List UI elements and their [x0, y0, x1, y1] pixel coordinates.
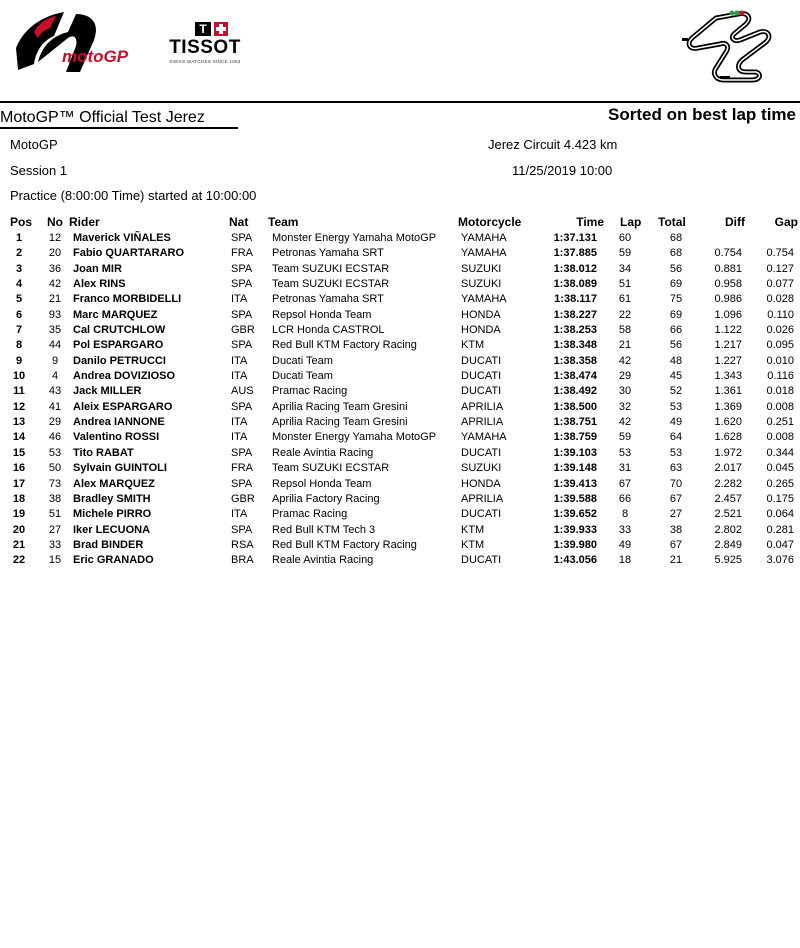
nationality: FRA	[231, 247, 253, 260]
table-row	[0, 461, 800, 476]
table-row	[0, 430, 800, 445]
rider-number: 21	[48, 293, 62, 306]
nationality: AUS	[231, 385, 254, 398]
rider-name: Valentino ROSSI	[73, 431, 160, 444]
diff-to-leader: 1.361	[714, 385, 742, 398]
total-laps: 45	[669, 370, 683, 383]
gap-to-previous: 0.077	[766, 278, 794, 291]
rider-name: Danilo PETRUCCI	[73, 354, 166, 367]
table-row	[0, 354, 800, 369]
best-lap-number: 66	[618, 492, 632, 505]
motorcycle: DUCATI	[461, 370, 502, 383]
col-header-total: Total	[658, 215, 686, 229]
nationality: ITA	[231, 416, 248, 429]
best-lap-time: 1:38.253	[553, 324, 597, 337]
motorcycle: YAMAHA	[461, 431, 507, 444]
position: 4	[15, 278, 23, 291]
table-header	[0, 214, 800, 231]
best-lap-number: 59	[618, 431, 632, 444]
total-laps: 21	[669, 554, 683, 567]
diff-to-leader: 1.628	[714, 431, 742, 444]
rider-name: Andrea DOVIZIOSO	[73, 370, 176, 383]
position: 14	[12, 431, 26, 444]
table-row	[0, 492, 800, 507]
rider-number: 41	[48, 400, 62, 413]
best-lap-number: 8	[621, 508, 629, 521]
motorcycle: SUZUKI	[461, 462, 502, 475]
team-name: Red Bull KTM Factory Racing	[272, 538, 417, 551]
team-name: Ducati Team	[272, 370, 333, 383]
diff-to-leader: 0.754	[714, 247, 742, 260]
best-lap-number: 51	[618, 278, 632, 291]
position: 17	[12, 477, 26, 490]
total-laps: 67	[669, 492, 683, 505]
best-lap-number: 58	[618, 324, 632, 337]
table-row	[0, 262, 800, 277]
page-title: MotoGP™ Official Test Jerez	[0, 109, 205, 126]
table-row	[0, 477, 800, 492]
table-row	[0, 308, 800, 323]
gap-to-previous: 0.045	[766, 462, 794, 475]
position: 2	[15, 247, 23, 260]
best-lap-number: 42	[618, 416, 632, 429]
team-name: Repsol Honda Team	[272, 477, 372, 490]
rider-name: Eric GRANADO	[73, 554, 154, 567]
nationality: GBR	[231, 492, 255, 505]
best-lap-number: 32	[618, 400, 632, 413]
rider-name: Tito RABAT	[73, 446, 134, 459]
practice-info: Practice (8:00:00 Time) started at 10:00:00	[10, 188, 257, 203]
best-lap-time: 1:37.885	[553, 247, 597, 260]
motorcycle: DUCATI	[461, 554, 502, 567]
position: 8	[15, 339, 23, 352]
best-lap-number: 18	[618, 554, 632, 567]
motorcycle: DUCATI	[461, 508, 502, 521]
motorcycle: KTM	[461, 339, 485, 352]
nationality: ITA	[231, 370, 248, 383]
rider-name: Cal CRUTCHLOW	[73, 324, 166, 337]
diff-to-leader: 1.096	[714, 308, 742, 321]
best-lap-time: 1:39.148	[553, 462, 597, 475]
gap-to-previous: 0.281	[766, 523, 794, 536]
position: 7	[15, 324, 23, 337]
nationality: SPA	[231, 308, 253, 321]
position: 1	[15, 232, 23, 244]
rider-number: 93	[48, 308, 62, 321]
best-lap-number: 33	[618, 523, 632, 536]
motorcycle: YAMAHA	[461, 247, 507, 260]
gap-to-previous: 0.018	[766, 385, 794, 398]
table-row	[0, 323, 800, 338]
diff-to-leader: 1.343	[714, 370, 742, 383]
title-underline	[0, 127, 238, 129]
rider-number: 35	[48, 324, 62, 337]
position: 20	[12, 523, 26, 536]
best-lap-time: 1:39.980	[553, 538, 597, 551]
best-lap-time: 1:39.103	[553, 446, 597, 459]
total-laps: 66	[669, 324, 683, 337]
total-laps: 56	[669, 339, 683, 352]
rider-name: Pol ESPARGARO	[73, 339, 164, 352]
best-lap-number: 42	[618, 354, 632, 367]
team-name: LCR Honda CASTROL	[272, 324, 385, 337]
nationality: SPA	[231, 477, 253, 490]
position: 13	[12, 416, 26, 429]
team-name: Ducati Team	[272, 354, 333, 367]
diff-to-leader: 1.122	[714, 324, 742, 337]
team-name: Aprilia Factory Racing	[272, 492, 380, 505]
diff-to-leader: 2.521	[714, 508, 742, 521]
col-header-motorcycle: Motorcycle	[458, 215, 522, 229]
team-name: Monster Energy Yamaha MotoGP	[272, 431, 437, 444]
nationality: SPA	[231, 523, 253, 536]
team-name: Aprilia Racing Team Gresini	[272, 400, 408, 413]
best-lap-time: 1:39.588	[553, 492, 597, 505]
best-lap-number: 31	[618, 462, 632, 475]
total-laps: 69	[669, 278, 683, 291]
gap-to-previous: 0.754	[766, 247, 794, 260]
motorcycle: APRILIA	[461, 400, 504, 413]
best-lap-time: 1:39.933	[553, 523, 597, 536]
nationality: SPA	[231, 446, 253, 459]
motorcycle: SUZUKI	[461, 278, 502, 291]
best-lap-time: 1:39.652	[553, 508, 597, 521]
header-divider	[0, 101, 800, 103]
rider-name: Alex RINS	[73, 278, 126, 291]
nationality: SPA	[231, 339, 253, 352]
diff-to-leader: 2.457	[714, 492, 742, 505]
position: 15	[12, 446, 26, 459]
diff-to-leader: 5.925	[714, 554, 742, 567]
table-row	[0, 246, 800, 261]
position: 9	[15, 354, 23, 367]
rider-number: 42	[48, 278, 62, 291]
motorcycle: APRILIA	[461, 416, 504, 429]
total-laps: 69	[669, 308, 683, 321]
diff-to-leader: 0.958	[714, 278, 742, 291]
gap-to-previous: 0.344	[766, 446, 794, 459]
gap-to-previous: 0.095	[766, 339, 794, 352]
category-label: MotoGP	[10, 137, 58, 152]
rider-number: 51	[48, 508, 62, 521]
best-lap-time: 1:38.358	[553, 354, 597, 367]
rider-number: 9	[51, 354, 59, 367]
rider-name: Fabio QUARTARARO	[73, 247, 185, 260]
table-row	[0, 400, 800, 415]
nationality: SPA	[231, 278, 253, 291]
gap-to-previous: 0.064	[766, 508, 794, 521]
rider-number: 53	[48, 446, 62, 459]
best-lap-time: 1:38.500	[553, 400, 597, 413]
gap-to-previous: 0.008	[766, 431, 794, 444]
nationality: ITA	[231, 508, 248, 521]
motorcycle: HONDA	[461, 477, 501, 490]
session-label: Session 1	[10, 163, 68, 178]
table-row	[0, 277, 800, 292]
best-lap-number: 59	[618, 247, 632, 260]
rider-number: 73	[48, 477, 62, 490]
rider-name: Sylvain GUINTOLI	[73, 462, 167, 475]
rider-number: 44	[48, 339, 62, 352]
diff-to-leader: 0.986	[714, 293, 742, 306]
rider-number: 33	[48, 538, 62, 551]
diff-to-leader: 1.227	[714, 354, 742, 367]
nationality: FRA	[231, 462, 253, 475]
team-name: Aprilia Racing Team Gresini	[272, 416, 408, 429]
total-laps: 53	[669, 400, 683, 413]
table-row	[0, 446, 800, 461]
best-lap-time: 1:38.089	[553, 278, 597, 291]
svg-text:motoGP: motoGP	[62, 47, 129, 66]
rider-name: Aleix ESPARGARO	[73, 400, 173, 413]
team-name: Reale Avintia Racing	[272, 446, 374, 459]
nationality: SPA	[231, 232, 253, 244]
motorcycle: YAMAHA	[461, 293, 507, 306]
position: 5	[15, 293, 23, 306]
best-lap-time: 1:38.227	[553, 308, 597, 321]
best-lap-number: 60	[618, 232, 632, 244]
best-lap-time: 1:43.056	[553, 554, 597, 567]
rider-name: Maverick VIÑALES	[73, 232, 171, 244]
position: 16	[12, 462, 26, 475]
rider-name: Joan MIR	[73, 262, 122, 275]
gap-to-previous: 0.008	[766, 400, 794, 413]
table-row	[0, 507, 800, 522]
table-row	[0, 369, 800, 384]
results-table	[0, 214, 800, 569]
total-laps: 49	[669, 416, 683, 429]
diff-to-leader: 1.217	[714, 339, 742, 352]
motorcycle: DUCATI	[461, 354, 502, 367]
diff-to-leader: 1.620	[714, 416, 742, 429]
motogp-logo-mark	[14, 6, 152, 78]
rider-number: 38	[48, 492, 62, 505]
motorcycle: KTM	[461, 523, 485, 536]
gap-to-previous: 0.127	[766, 262, 794, 275]
best-lap-number: 29	[618, 370, 632, 383]
team-name: Petronas Yamaha SRT	[272, 293, 384, 306]
rider-name: Andrea IANNONE	[73, 416, 165, 429]
total-laps: 70	[669, 477, 683, 490]
best-lap-time: 1:38.474	[553, 370, 597, 383]
best-lap-time: 1:38.492	[553, 385, 597, 398]
table-row	[0, 538, 800, 553]
nationality: SPA	[231, 262, 253, 275]
best-lap-number: 61	[618, 293, 632, 306]
best-lap-number: 22	[618, 308, 632, 321]
rider-name: Jack MILLER	[73, 385, 142, 398]
circuit-label: Jerez Circuit 4.423 km	[488, 137, 618, 152]
circuit-map-icon	[676, 4, 784, 84]
rider-number: 4	[51, 370, 59, 383]
table-row	[0, 553, 800, 568]
rider-name: Michele PIRRO	[73, 508, 152, 521]
rider-name: Franco MORBIDELLI	[73, 293, 182, 306]
position: 3	[15, 262, 23, 275]
motorcycle: YAMAHA	[461, 232, 507, 244]
table-row	[0, 231, 800, 246]
diff-to-leader: 2.017	[714, 462, 742, 475]
position: 21	[12, 538, 26, 551]
team-name: Team SUZUKI ECSTAR	[272, 262, 390, 275]
rider-number: 12	[48, 232, 62, 244]
col-header-diff: Diff	[725, 215, 745, 229]
best-lap-time: 1:37.131	[553, 232, 597, 244]
gap-to-previous: 0.175	[766, 492, 794, 505]
best-lap-time: 1:38.012	[553, 262, 597, 275]
col-header-time: Time	[576, 215, 604, 229]
rider-name: Alex MARQUEZ	[73, 477, 155, 490]
position: 18	[12, 492, 26, 505]
sort-label: Sorted on best lap time	[608, 105, 796, 124]
motorcycle: KTM	[461, 538, 485, 551]
tissot-tagline: SWISS WATCHES SINCE 1853	[169, 59, 241, 64]
nationality: RSA	[231, 538, 254, 551]
total-laps: 56	[669, 262, 683, 275]
rider-name: Marc MARQUEZ	[73, 308, 158, 321]
team-name: Repsol Honda Team	[272, 308, 372, 321]
session-datetime: 11/25/2019 10:00	[512, 163, 613, 178]
diff-to-leader: 1.369	[714, 400, 742, 413]
gap-to-previous: 0.265	[766, 477, 794, 490]
diff-to-leader: 2.849	[714, 538, 742, 551]
team-name: Red Bull KTM Factory Racing	[272, 339, 417, 352]
best-lap-number: 67	[618, 477, 632, 490]
gap-to-previous: 0.010	[766, 354, 794, 367]
col-header-lap: Lap	[620, 215, 642, 229]
rider-number: 50	[48, 462, 62, 475]
best-lap-number: 21	[618, 339, 632, 352]
total-laps: 52	[669, 385, 683, 398]
gap-to-previous: 3.076	[766, 554, 794, 567]
motorcycle: HONDA	[461, 324, 501, 337]
gap-to-previous: 0.028	[766, 293, 794, 306]
best-lap-number: 34	[618, 262, 632, 275]
nationality: ITA	[231, 354, 248, 367]
total-laps: 38	[669, 523, 683, 536]
total-laps: 63	[669, 462, 683, 475]
col-header-no: No	[47, 215, 63, 229]
best-lap-time: 1:38.117	[554, 293, 597, 306]
tissot-t-icon: T	[195, 22, 211, 36]
col-header-gap: Gap	[774, 215, 798, 229]
rider-name: Bradley SMITH	[73, 492, 151, 505]
rider-name: Iker LECUONA	[73, 523, 151, 536]
col-header-team: Team	[268, 215, 299, 229]
motorcycle: APRILIA	[461, 492, 504, 505]
team-name: Monster Energy Yamaha MotoGP	[272, 232, 437, 244]
team-name: Petronas Yamaha SRT	[272, 247, 384, 260]
swiss-cross-icon	[214, 22, 228, 36]
gap-to-previous: 0.251	[766, 416, 794, 429]
nationality: BRA	[231, 554, 254, 567]
total-laps: 27	[669, 508, 683, 521]
rider-number: 43	[48, 385, 62, 398]
nationality: SPA	[231, 400, 253, 413]
rider-name: Brad BINDER	[73, 538, 144, 551]
team-name: Team SUZUKI ECSTAR	[272, 462, 390, 475]
team-name: Reale Avintia Racing	[272, 554, 374, 567]
diff-to-leader: 1.972	[714, 446, 742, 459]
table-row	[0, 292, 800, 307]
diff-to-leader: 0.881	[714, 262, 742, 275]
motorcycle: DUCATI	[461, 446, 502, 459]
col-header-rider: Rider	[69, 215, 100, 229]
best-lap-number: 30	[618, 385, 632, 398]
best-lap-time: 1:38.348	[553, 339, 597, 352]
position: 6	[15, 308, 23, 321]
best-lap-time: 1:39.413	[553, 477, 597, 490]
total-laps: 48	[669, 354, 683, 367]
best-lap-time: 1:38.759	[553, 431, 597, 444]
position: 11	[13, 385, 25, 398]
diff-to-leader: 2.802	[714, 523, 742, 536]
gap-to-previous: 0.110	[767, 308, 794, 321]
table-row	[0, 523, 800, 538]
col-header-pos: Pos	[10, 215, 33, 229]
position: 19	[12, 508, 26, 521]
motorcycle: DUCATI	[461, 385, 502, 398]
table-row	[0, 384, 800, 399]
nationality: ITA	[231, 431, 248, 444]
tissot-wordmark: TISSOT	[169, 37, 241, 58]
total-laps: 68	[669, 247, 683, 260]
rider-number: 29	[48, 416, 62, 429]
motorcycle: SUZUKI	[461, 262, 502, 275]
table-body	[0, 231, 800, 569]
table-row	[0, 415, 800, 430]
rider-number: 27	[48, 523, 62, 536]
position: 22	[12, 554, 26, 567]
gap-to-previous: 0.116	[767, 370, 794, 383]
team-name: Team SUZUKI ECSTAR	[272, 278, 390, 291]
team-name: Pramac Racing	[272, 385, 348, 398]
rider-number: 46	[48, 431, 62, 444]
rider-number: 20	[48, 247, 62, 260]
total-laps: 67	[669, 538, 683, 551]
total-laps: 53	[669, 446, 683, 459]
total-laps: 75	[669, 293, 683, 306]
team-name: Pramac Racing	[272, 508, 348, 521]
nationality: GBR	[231, 324, 255, 337]
table-row	[0, 338, 800, 353]
best-lap-number: 49	[618, 538, 632, 551]
motogp-logo	[14, 6, 152, 78]
total-laps: 68	[669, 232, 683, 244]
col-header-nat: Nat	[229, 215, 249, 229]
diff-to-leader: 2.282	[714, 477, 742, 490]
best-lap-time: 1:38.751	[553, 416, 597, 429]
position: 10	[12, 370, 26, 383]
rider-number: 15	[48, 554, 62, 567]
team-name: Red Bull KTM Tech 3	[272, 523, 376, 536]
motorcycle: HONDA	[461, 308, 501, 321]
best-lap-number: 53	[618, 446, 632, 459]
rider-number: 36	[48, 262, 62, 275]
total-laps: 64	[669, 431, 683, 444]
gap-to-previous: 0.026	[766, 324, 794, 337]
gap-to-previous: 0.047	[766, 538, 794, 551]
position: 12	[12, 400, 26, 413]
nationality: ITA	[231, 293, 248, 306]
